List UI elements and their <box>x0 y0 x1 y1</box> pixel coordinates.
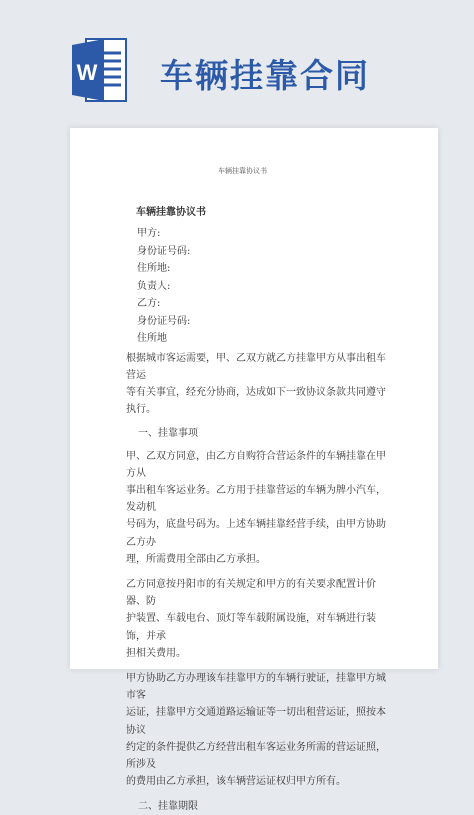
page-title: 车辆挂靠合同 <box>160 56 370 95</box>
paragraph-line: 甲、乙双方同意，由乙方自购符合营运条件的车辆挂靠在甲方从 <box>126 450 386 479</box>
paragraph-line: 理，所需费用全部由乙方承担。 <box>126 553 266 565</box>
paragraph-line: 事出租车客运业务。乙方用于挂靠营运的车辆为牌小汽车，发动机 <box>126 484 386 514</box>
intro-paragraph <box>126 350 388 419</box>
document-body <box>128 204 388 815</box>
field-id-number-a: 身份证号码: <box>137 245 191 257</box>
word-document-icon <box>70 35 128 105</box>
field-address-a: 住所地: <box>137 263 171 275</box>
document-page <box>70 128 438 813</box>
paragraph-3 <box>126 670 388 790</box>
paragraph-line: 护装置、车载电台、顶灯等车载附属设施，对车辆进行装饰，并承 <box>126 613 376 642</box>
paragraph-line: 号码为，底盘号码为。上述车辆挂靠经营手续，由甲方协助乙方办 <box>126 519 386 548</box>
paragraph-line: 甲方协助乙方办理该车挂靠甲方的车辆行驶证，挂靠甲方城市客 <box>126 672 386 702</box>
field-responsible-person: 负责人: <box>137 280 171 292</box>
intro-line: 等有关事宜，经充分协商，达成如下一致协议条款共同遵守执行。 <box>126 387 386 416</box>
paragraph-line: 约定的条件提供乙方经营出租车客运业务所需的营运证照，所涉及 <box>126 741 386 770</box>
svg-text:W: W <box>76 60 98 85</box>
header <box>0 0 474 112</box>
section-heading-2: 二、挂靠期限 <box>138 801 198 813</box>
document-heading: 车辆挂靠协议书 <box>136 207 206 218</box>
field-id-number-b: 身份证号码: <box>137 315 191 327</box>
field-party-a: 甲方: <box>137 228 161 240</box>
paragraph-1 <box>126 448 388 568</box>
document-top-title: 车辆挂靠协议书 <box>218 167 267 175</box>
field-address-b: 住所地 <box>137 333 167 345</box>
paragraph-line: 的费用由乙方承担，该车辆营运证权归甲方所有。 <box>126 776 346 788</box>
paragraph-line: 担相关费用。 <box>126 647 186 659</box>
paragraph-line: 乙方同意按丹阳市的有关规定和甲方的有关要求配置计价器、防 <box>126 578 376 608</box>
section-heading-1: 一、挂靠事项 <box>138 427 198 439</box>
field-party-b: 乙方: <box>137 298 161 310</box>
paragraph-line: 运证，挂靠甲方交通道路运输证等一切出租营运证，照按本协议 <box>126 707 386 736</box>
intro-line: 根据城市客运需要，甲、乙双方就乙方挂靠甲方从事出租车营运 <box>126 352 386 381</box>
paragraph-2 <box>126 576 388 662</box>
